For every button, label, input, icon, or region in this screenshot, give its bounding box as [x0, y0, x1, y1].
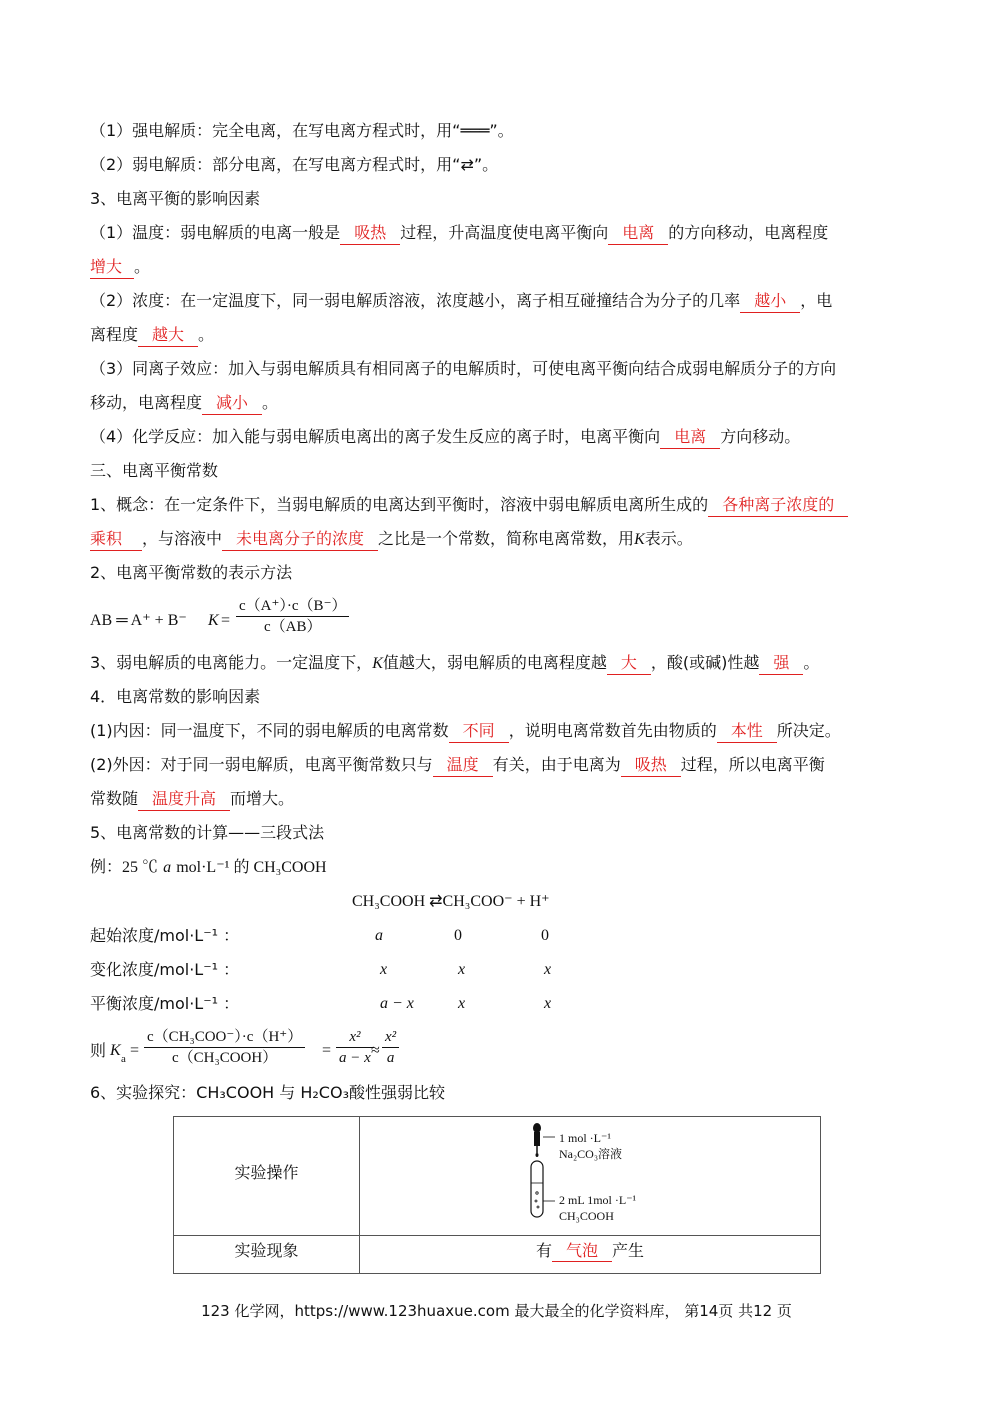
- cell-change-proton: x: [544, 961, 552, 978]
- equals-sign: =: [130, 1042, 140, 1059]
- answer-blank: 越小: [740, 290, 800, 313]
- apparatus-label-top-2: Na₂CO₃溶液: [559, 1147, 623, 1161]
- ionization-equation: CH₃COOH ⇄CH₃COO⁻ + H⁺: [352, 893, 550, 910]
- text: 移动，电离程度: [90, 393, 203, 412]
- expression-heading: 2、电离平衡常数的表示方法: [90, 563, 293, 582]
- answer-blank: 增大: [90, 256, 134, 279]
- common-ion-line: （3）同离子效应：加入与弱电解质具有相同离子的电解质时，可使电离平衡向结合成弱电解质分子的方向: [90, 359, 837, 378]
- equals-sign: =: [322, 1042, 332, 1059]
- observation-label: 实验现象: [234, 1241, 299, 1260]
- apparatus-label-bottom-2: CH₃COOH: [559, 1209, 614, 1223]
- answer-blank: 乘积: [90, 528, 142, 551]
- text: 离程度: [90, 325, 139, 344]
- chemical-reaction-line: [90, 426, 905, 449]
- answer-blank: 吸热: [340, 222, 400, 245]
- text: 的方向移动，电离程度: [668, 223, 829, 242]
- external-factor-line: [90, 754, 905, 777]
- answer-blank: 不同: [449, 720, 509, 743]
- text: 方向移动。: [720, 427, 801, 446]
- calculation-heading: 5、电离常数的计算——三段式法: [90, 823, 325, 842]
- apparatus-label-top-1: 1 mol ·L⁻¹: [559, 1131, 611, 1145]
- dissociation-equation: AB ═ A⁺ + B⁻: [90, 612, 187, 629]
- example-line: [90, 856, 905, 879]
- text: （2）浓度：在一定温度下，同一弱电解质溶液，浓度越小，离子相互碰撞结合为分子的几率: [90, 291, 741, 310]
- ka-fraction-2: [336, 1028, 374, 1067]
- concentration-line-cont: [90, 324, 905, 347]
- text: 表示。: [644, 529, 693, 548]
- temperature-line: [90, 222, 905, 245]
- weak-electrolyte-line: （2）弱电解质：部分电离，在写电离方程式时，用“⇄”。: [90, 155, 499, 174]
- answer-blank: 各种离子浓度的: [708, 494, 848, 517]
- text: 。: [262, 393, 279, 412]
- answer-blank: 大: [607, 652, 651, 675]
- influence-heading: 4．电离常数的影响因素: [90, 687, 261, 706]
- experiment-table: [173, 1116, 821, 1274]
- concept-line-cont: [90, 528, 905, 551]
- ka-denominator: c（CH₃COOH）: [171, 1050, 278, 1066]
- answer-blank: 未电离分子的浓度: [222, 528, 378, 551]
- row-label-initial: 起始浓度/mol·L⁻¹ ：: [90, 926, 240, 945]
- answer-blank: 本性: [717, 720, 777, 743]
- answer-blank: 越大: [138, 324, 198, 347]
- text: ，电: [800, 291, 833, 310]
- cell-change-acid: x: [380, 961, 388, 978]
- cell-eq-proton: x: [544, 995, 552, 1012]
- common-ion-line-cont: [90, 392, 905, 415]
- ka-denominator-3: a: [386, 1050, 395, 1066]
- ka-numerator: c（CH₃COO⁻）·c（H⁺）: [144, 1028, 305, 1048]
- k-fraction: [236, 597, 349, 636]
- text: 例：25 ℃: [90, 859, 159, 876]
- text: ，酸(或碱)性越: [650, 653, 760, 672]
- answer-blank: 吸热: [621, 754, 681, 777]
- text: 之比是一个常数，简称电离常数，用: [378, 529, 635, 548]
- text: 。: [803, 653, 820, 672]
- ka-numerator-2: x²: [336, 1028, 374, 1048]
- section-heading-constant: 三、电离平衡常数: [90, 461, 219, 480]
- approx-sign: ≈: [371, 1042, 380, 1059]
- concentration-line: [90, 290, 905, 313]
- apparatus-label-bottom-1: 2 mL 1mol ·L⁻¹: [559, 1193, 637, 1207]
- k-symbol: K: [208, 612, 219, 629]
- text: ，与溶液中: [142, 529, 223, 548]
- table-divider-horizontal: [174, 1235, 820, 1236]
- text: mol·L⁻¹ 的 CH₃COOH: [176, 859, 327, 876]
- k-symbol: K: [372, 655, 383, 672]
- text: ，说明电离常数首先由物质的: [508, 721, 717, 740]
- external-factor-line-cont: [90, 788, 905, 811]
- text: 有: [535, 1241, 552, 1260]
- answer-blank: 减小: [202, 392, 262, 415]
- apparatus-illustration: [529, 1121, 669, 1231]
- text: 。: [134, 257, 151, 276]
- text: （1）温度：弱电解质的电离一般是: [90, 223, 341, 242]
- text: 常数随: [90, 789, 139, 808]
- text: 3、弱电解质的电离能力。一定温度下，: [90, 653, 373, 672]
- variable-a: a: [163, 859, 172, 876]
- section-heading-factors: 3、电离平衡的影响因素: [90, 189, 261, 208]
- row-label-equilibrium: 平衡浓度/mol·L⁻¹ ：: [90, 994, 240, 1013]
- text: 则: [90, 1041, 107, 1060]
- k-denominator: c（AB）: [263, 619, 322, 635]
- text: 。: [198, 325, 215, 344]
- cell-initial-anion: 0: [454, 927, 462, 944]
- cell-change-anion: x: [458, 961, 466, 978]
- ka-subscript: a: [121, 1053, 126, 1065]
- experiment-heading: 6、实验探究：CH₃COOH 与 H₂CO₃酸性强弱比较: [90, 1083, 445, 1102]
- text: 产生: [612, 1241, 645, 1260]
- text: 所决定。: [776, 721, 841, 740]
- answer-blank: 气泡: [552, 1238, 612, 1262]
- equals-sign: =: [221, 612, 231, 629]
- page-footer: 123 化学网，https://www.123huaxue.com 最大最全的化学资料库， 第14页 共12 页: [201, 1302, 792, 1320]
- text: (2)外因：对于同一弱电解质，电离平衡常数只与: [90, 755, 433, 774]
- text: 有关，由于电离为: [492, 755, 621, 774]
- ka-k-symbol: K: [110, 1042, 121, 1059]
- text: (1)内因：同一温度下，不同的弱电解质的电离常数: [90, 721, 449, 740]
- test-tube-dropper-icon: [529, 1121, 559, 1227]
- answer-blank: 电离: [608, 222, 668, 245]
- text: 而增大。: [230, 789, 295, 808]
- ka-numerator-3: x²: [382, 1028, 399, 1048]
- strong-electrolyte-line: （1）强电解质：完全电离，在写电离方程式时，用“═══”。: [90, 121, 514, 140]
- ka-formula: [90, 1028, 905, 1072]
- cell-initial-proton: 0: [541, 927, 549, 944]
- k-expression: [90, 597, 905, 641]
- ionization-ability-line: [90, 652, 905, 675]
- observation-cell: [360, 1238, 820, 1262]
- answer-blank: 温度: [433, 754, 493, 777]
- internal-factor-line: [90, 720, 905, 743]
- ka-denominator-2: a − x: [339, 1050, 371, 1066]
- answer-blank: 电离: [660, 426, 720, 449]
- answer-blank: 强: [759, 652, 803, 675]
- text: 过程，升高温度使电离平衡向: [400, 223, 609, 242]
- ka-fraction: [144, 1028, 305, 1067]
- text: 值越大，弱电解质的电离程度越: [382, 653, 607, 672]
- cell-eq-acid: a − x: [380, 995, 414, 1012]
- row-label-change: 变化浓度/mol·L⁻¹ ：: [90, 960, 240, 979]
- k-symbol: K: [634, 531, 645, 548]
- cell-eq-anion: x: [458, 995, 466, 1012]
- answer-blank: 温度升高: [138, 788, 230, 811]
- cell-initial-acid: a: [375, 927, 383, 944]
- ka-fraction-3: [382, 1028, 399, 1067]
- concept-line: [90, 494, 905, 517]
- k-numerator: c（A⁺）·c（B⁻）: [236, 597, 349, 617]
- temperature-line-cont: [90, 256, 905, 279]
- text: 1、概念：在一定条件下，当弱电解质的电离达到平衡时，溶液中弱电解质电离所生成的: [90, 495, 709, 514]
- text: （4）化学反应：加入能与弱电解质电离出的离子发生反应的离子时，电离平衡向: [90, 427, 661, 446]
- operation-label: 实验操作: [234, 1163, 299, 1182]
- text: 过程，所以电离平衡: [680, 755, 825, 774]
